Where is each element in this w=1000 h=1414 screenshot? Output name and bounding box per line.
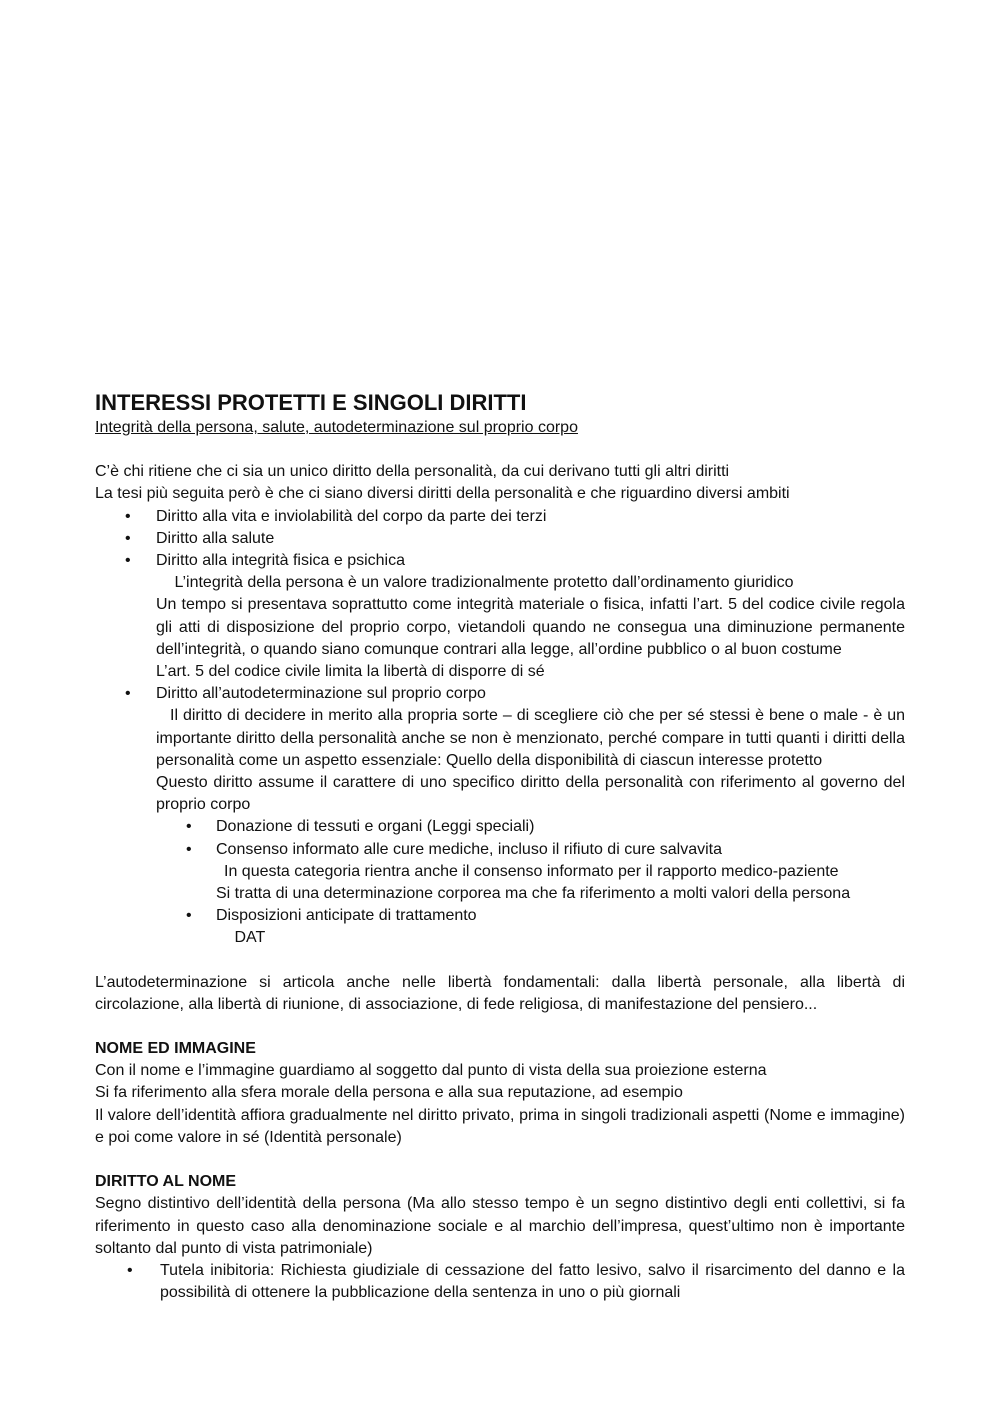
list-item: [95, 1260, 905, 1304]
list-item-paragraph: [156, 705, 905, 772]
sub-list-item-text: • Consenso informato alle cure mediche, incluso il rifiuto di cure salvavita: [216, 840, 723, 858]
sub-list-item-text: • Disposizioni anticipate di trattamento: [216, 907, 477, 925]
spacer: [95, 950, 905, 972]
paragraph-text: Il diritto di decidere in merito alla propria sorte – di scegliere ciò che per sé stessi è bene o male - è un importante diritto della personalità anche se non è menzionato, perché compare in tutti quanti i diritti della personalità come un aspetto essenziale: Quello della disponibilità di ciascun interesse protetto: [156, 707, 905, 769]
sub-list-item: [156, 905, 905, 949]
sub-list-item-paragraph: [216, 927, 905, 949]
paragraph: Si fa riferimento alla sfera morale della persona e alla sua reputazione, ad esempio: [95, 1084, 683, 1102]
list-item-text: • Tutela inibitoria: Richiesta giudiziale di cessazione del fatto lesivo, salvo il risarcimento del danno e la possibilità di ottenere la pubblicazione della sentenza in uno o più giornali: [160, 1261, 905, 1302]
spacer: [95, 1016, 905, 1038]
sub-list-item: [156, 816, 905, 838]
list-item-text: Diritto alla vita e inviolabilità del corpo da parte dei terzi: [156, 507, 547, 525]
paragraph: Con il nome e l’immagine guardiamo al soggetto dal punto di vista della sua proiezione esterna: [95, 1062, 767, 1080]
list-item: [95, 550, 905, 683]
list-item-text: • Diritto all’autodeterminazione sul proprio corpo: [156, 685, 486, 703]
sub-list-item: [156, 839, 905, 906]
autodeterminazione-paragraph: L’autodeterminazione si articola anche nelle libertà fondamentali: dalla libertà personale, alla libertà di circolazione, alla libertà di riunione, di associazione, di fede religiosa, di manifestazione del pensiero...: [95, 973, 905, 1013]
rights-list: [95, 506, 905, 950]
paragraph-text: L’integrità della persona è un valore tradizionalmente protetto dall’ordinamento giuridico: [174, 574, 794, 592]
spacer: [95, 439, 905, 461]
list-item: [95, 506, 905, 528]
section-subtitle: Integrità della persona, salute, autodeterminazione sul proprio corpo: [95, 419, 578, 436]
sub-list-item-paragraph: In questa categoria rientra anche il consenso informato per il rapporto medico-paziente: [224, 862, 839, 880]
paragraph: Segno distintivo dell’identità della persona (Ma allo stesso tempo è un segno distintivo degli enti collettivi, si fa riferimento in questo caso alla denominazione sociale e al marchio dell’impresa, quest’ultimo non è importante soltanto dal punto di vista patrimoniale): [95, 1195, 905, 1257]
list-item: [95, 528, 905, 550]
section-heading-nome-immagine: NOME ED IMMAGINE: [95, 1040, 256, 1058]
spacer: [95, 1149, 905, 1171]
sub-list-item-paragraph: Si tratta di una determinazione corporea ma che fa riferimento a molti valori della persona: [216, 885, 851, 903]
list-item: [95, 683, 905, 949]
page-title: INTERESSI PROTETTI E SINGOLI DIRITTI: [95, 390, 527, 415]
list-item-paragraph: Un tempo si presentava soprattutto come integrità materiale o fisica, infatti l’art. 5 del codice civile regola gli atti di disposizione del proprio corpo, vietandoli quando ne consegua una diminuzione permanente dell’integrità, o quando siano comunque contrari alla legge, all’ordine pubblico o al buon costume: [156, 596, 905, 658]
sub-list: [156, 816, 905, 949]
list-item-paragraph: Questo diritto assume il carattere di uno specifico diritto della personalità con riferimento al governo del proprio corpo: [156, 774, 905, 814]
list-item-text: Diritto alla salute: [156, 529, 275, 547]
list-item-text: • Diritto alla integrità fisica e psichica: [156, 552, 405, 570]
document-content: [95, 389, 905, 1304]
intro-line-2: La tesi più seguita però è che ci siano diversi diritti della personalità e che riguardino diversi ambiti: [95, 485, 790, 503]
paragraph: Il valore dell’identità affiora gradualmente nel diritto privato, prima in singoli tradizionali aspetti (Nome e immagine) e poi come valore in sé (Identità personale): [95, 1106, 905, 1146]
section-heading-diritto-nome: DIRITTO AL NOME: [95, 1173, 237, 1191]
sub-list-item-text: Donazione di tessuti e organi (Leggi speciali): [216, 818, 535, 836]
tutela-list: [95, 1260, 905, 1304]
intro-line-1: C’è chi ritiene che ci sia un unico diritto della personalità, da cui derivano tutti gli altri diritti: [95, 463, 730, 481]
paragraph-text: DAT: [234, 929, 266, 947]
list-item-paragraph: L’art. 5 del codice civile limita la libertà di disporre di sé: [156, 663, 545, 681]
list-item-paragraph: [156, 572, 905, 594]
